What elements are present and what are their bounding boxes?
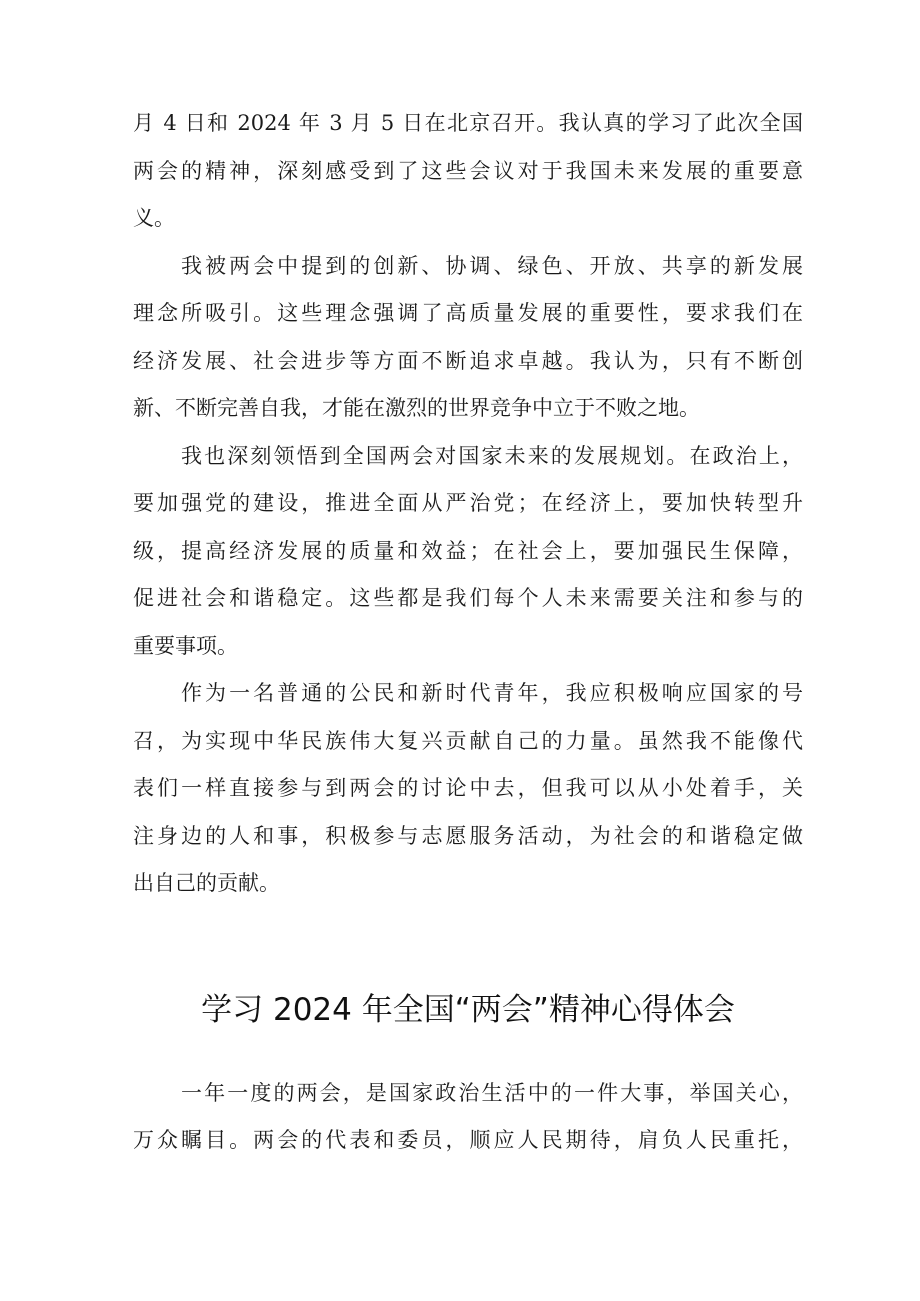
text-line: 理念所吸引。这些理念强调了高质量发展的重要性，要求我们在 xyxy=(133,301,803,325)
text-line: 注身边的人和事，积极参与志愿服务活动，为社会的和谐稳定做 xyxy=(133,823,803,848)
text-line: 两会的精神，深刻感受到了这些会议对于我国未来发展的重要意 xyxy=(133,158,803,183)
text-line: 召，为实现中华民族伟大复兴贡献自己的力量。虽然我不能像代 xyxy=(133,728,803,753)
text-line: 表们一样直接参与到两会的讨论中去，但我可以从小处着手，关 xyxy=(133,776,803,800)
paragraph xyxy=(133,433,803,671)
section-heading: 学习 2024 年全国“两会”精神心得体会 xyxy=(201,991,735,1028)
text-line: 重要事项。 xyxy=(133,633,238,658)
text-line: 要加强党的建设，推进全面从严治党；在经济上，要加快转型升 xyxy=(133,491,803,515)
paragraph xyxy=(133,243,803,433)
paragraph xyxy=(133,670,803,908)
text-line: 经济发展、社会进步等方面不断追求卓越。我认为，只有不断创 xyxy=(133,348,803,373)
text-line: 月 4 日和 2024 年 3 月 5 日在北京召开。我认真的学习了此次全国 xyxy=(133,111,803,135)
text-line: 万众瞩目。两会的代表和委员，顺应人民期待，肩负人民重托， xyxy=(133,1128,803,1152)
text-line: 我也深刻领悟到全国两会对国家未来的发展规划。在政治上， xyxy=(181,443,803,468)
text-line: 作为一名普通的公民和新时代青年，我应积极响应国家的号 xyxy=(181,681,803,705)
text-line: 义。 xyxy=(133,206,175,230)
text-line: 级，提高经济发展的质量和效益；在社会上，要加强民生保障， xyxy=(133,538,803,563)
text-line: 一年一度的两会，是国家政治生活中的一件大事，举国关心， xyxy=(181,1080,803,1105)
text-line: 我被两会中提到的创新、协调、绿色、开放、共享的新发展 xyxy=(181,253,803,278)
paragraph xyxy=(133,100,803,243)
paragraph xyxy=(133,1070,803,1165)
text-line: 促进社会和谐稳定。这些都是我们每个人未来需要关注和参与的 xyxy=(133,586,803,610)
text-line: 出自己的贡献。 xyxy=(133,871,280,895)
text-line: 新、不断完善自我，才能在激烈的世界竞争中立于不败之地。 xyxy=(133,396,700,420)
document-page xyxy=(133,100,803,1165)
